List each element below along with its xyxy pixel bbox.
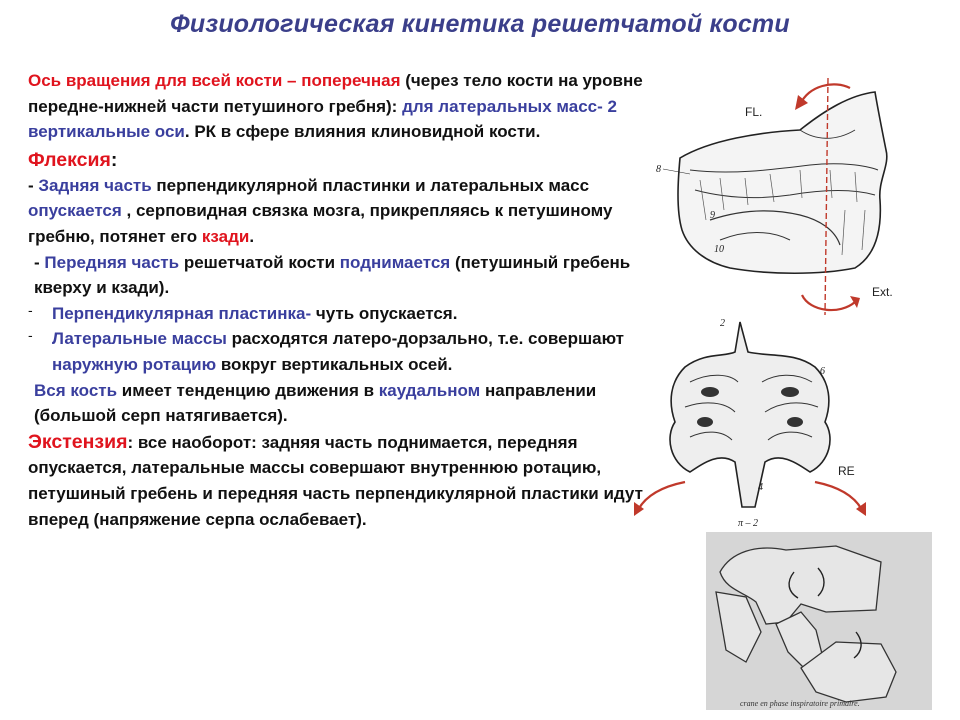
flexion-item-2-end: (петушиный гребень кверху и кзади). [34,252,631,298]
external-rotation-text: наружную ротацию [52,354,217,374]
frontal-view-figure [630,312,870,532]
label-4: 4 [758,482,763,493]
lateral-view-figure [650,70,918,320]
axis-end-text: . РК в сфере влияния клиновидной кости. [184,122,541,142]
ethmoid-frontal-drawing [670,322,830,507]
flexion-item-2 [28,250,653,301]
flexion-item-3-rest: чуть опускается. [311,303,458,323]
text-column [28,68,653,532]
axis-detail-text: (через тело кости на уровне передне-нижней части петушиного гребня): [28,71,643,116]
flexion-item-3 [28,301,653,327]
flexion-item-4-mid: расходятся латеро-дорзально, т.е. совершают [226,329,625,349]
flexion-item-4 [28,326,653,377]
lateral-masses-text: Латеральные массы [52,329,227,349]
flexion-item-4-end: вокруг вертикальных осей. [216,354,453,374]
caudal-text: каудальном [378,380,481,400]
dash-bullet: - [28,301,33,318]
flexion-item-1-end: . [249,226,255,246]
flexion-item-2-prefix: - [34,252,45,272]
descends-text: опускается [28,201,122,221]
axis-main-text: Ось вращения для всей кости – поперечная [28,71,401,90]
flexion-colon: : [110,148,118,171]
flexion-item-5-end: направлении (большой серп натягивается). [34,380,597,426]
flexion-item-1 [28,173,653,250]
fl-label: FL. [745,105,763,119]
extension-title: Экстензия [28,430,128,453]
rotation-arrow-left [638,482,685,510]
flexion-heading [28,147,653,173]
label-9: 9 [710,210,715,221]
flexion-item-5-mid: имеет тенденцию движения в [117,380,379,400]
re-label: RE [838,464,855,478]
rotation-arrow-right [815,482,862,510]
label-10: 10 [714,244,724,255]
ext-label: Ext. [872,285,893,299]
skull-sketch-figure [706,532,932,710]
extension-text: все наоборот: задняя часть поднимается, передняя опускается, латеральные массы совершают внутреннюю ротацию, петушиный гребень и передняя часть перпендикулярной пластики идут вперед (напряжение серпа ослабевает). [28,432,643,529]
posteriorly-text: кзади [201,226,250,246]
label-pi2: π – 2 [738,518,759,529]
flexion-item-1-prefix: - [28,175,39,195]
sketch-caption: crane en phase inspiratoire primaire. [740,699,860,708]
flexion-item-1-rest: , серповидная связка мозга, прикрепляясь к петушиному гребню, потянет его [28,201,613,246]
label-6: 6 [820,366,825,377]
flexion-item-5 [28,378,653,429]
axis-paragraph [28,68,653,145]
extension-paragraph [28,429,653,532]
flexion-title: Флексия [28,148,111,171]
anterior-part-text: Передняя часть [44,252,180,272]
posterior-part-text: Задняя часть [38,175,152,195]
dash-bullet: - [28,327,33,344]
whole-bone-text: Вся кость [34,380,118,400]
extension-arrow [802,295,855,310]
label-8: 8 [656,164,661,175]
rises-text: поднимается [339,252,451,272]
lateral-axes-text: для латеральных масс- 2 вертикальные оси [28,96,617,142]
flexion-item-1-mid: перпендикулярной пластинки и латеральных масс [151,175,590,195]
flexion-item-2-mid: решетчатой кости [179,252,340,272]
slide-title: Физиологическая кинетика решетчатой кости [170,10,790,38]
label-2: 2 [720,318,725,329]
extension-colon: : [127,432,134,452]
perpendicular-plate-text: Перпендикулярная пластинка- [52,303,312,323]
